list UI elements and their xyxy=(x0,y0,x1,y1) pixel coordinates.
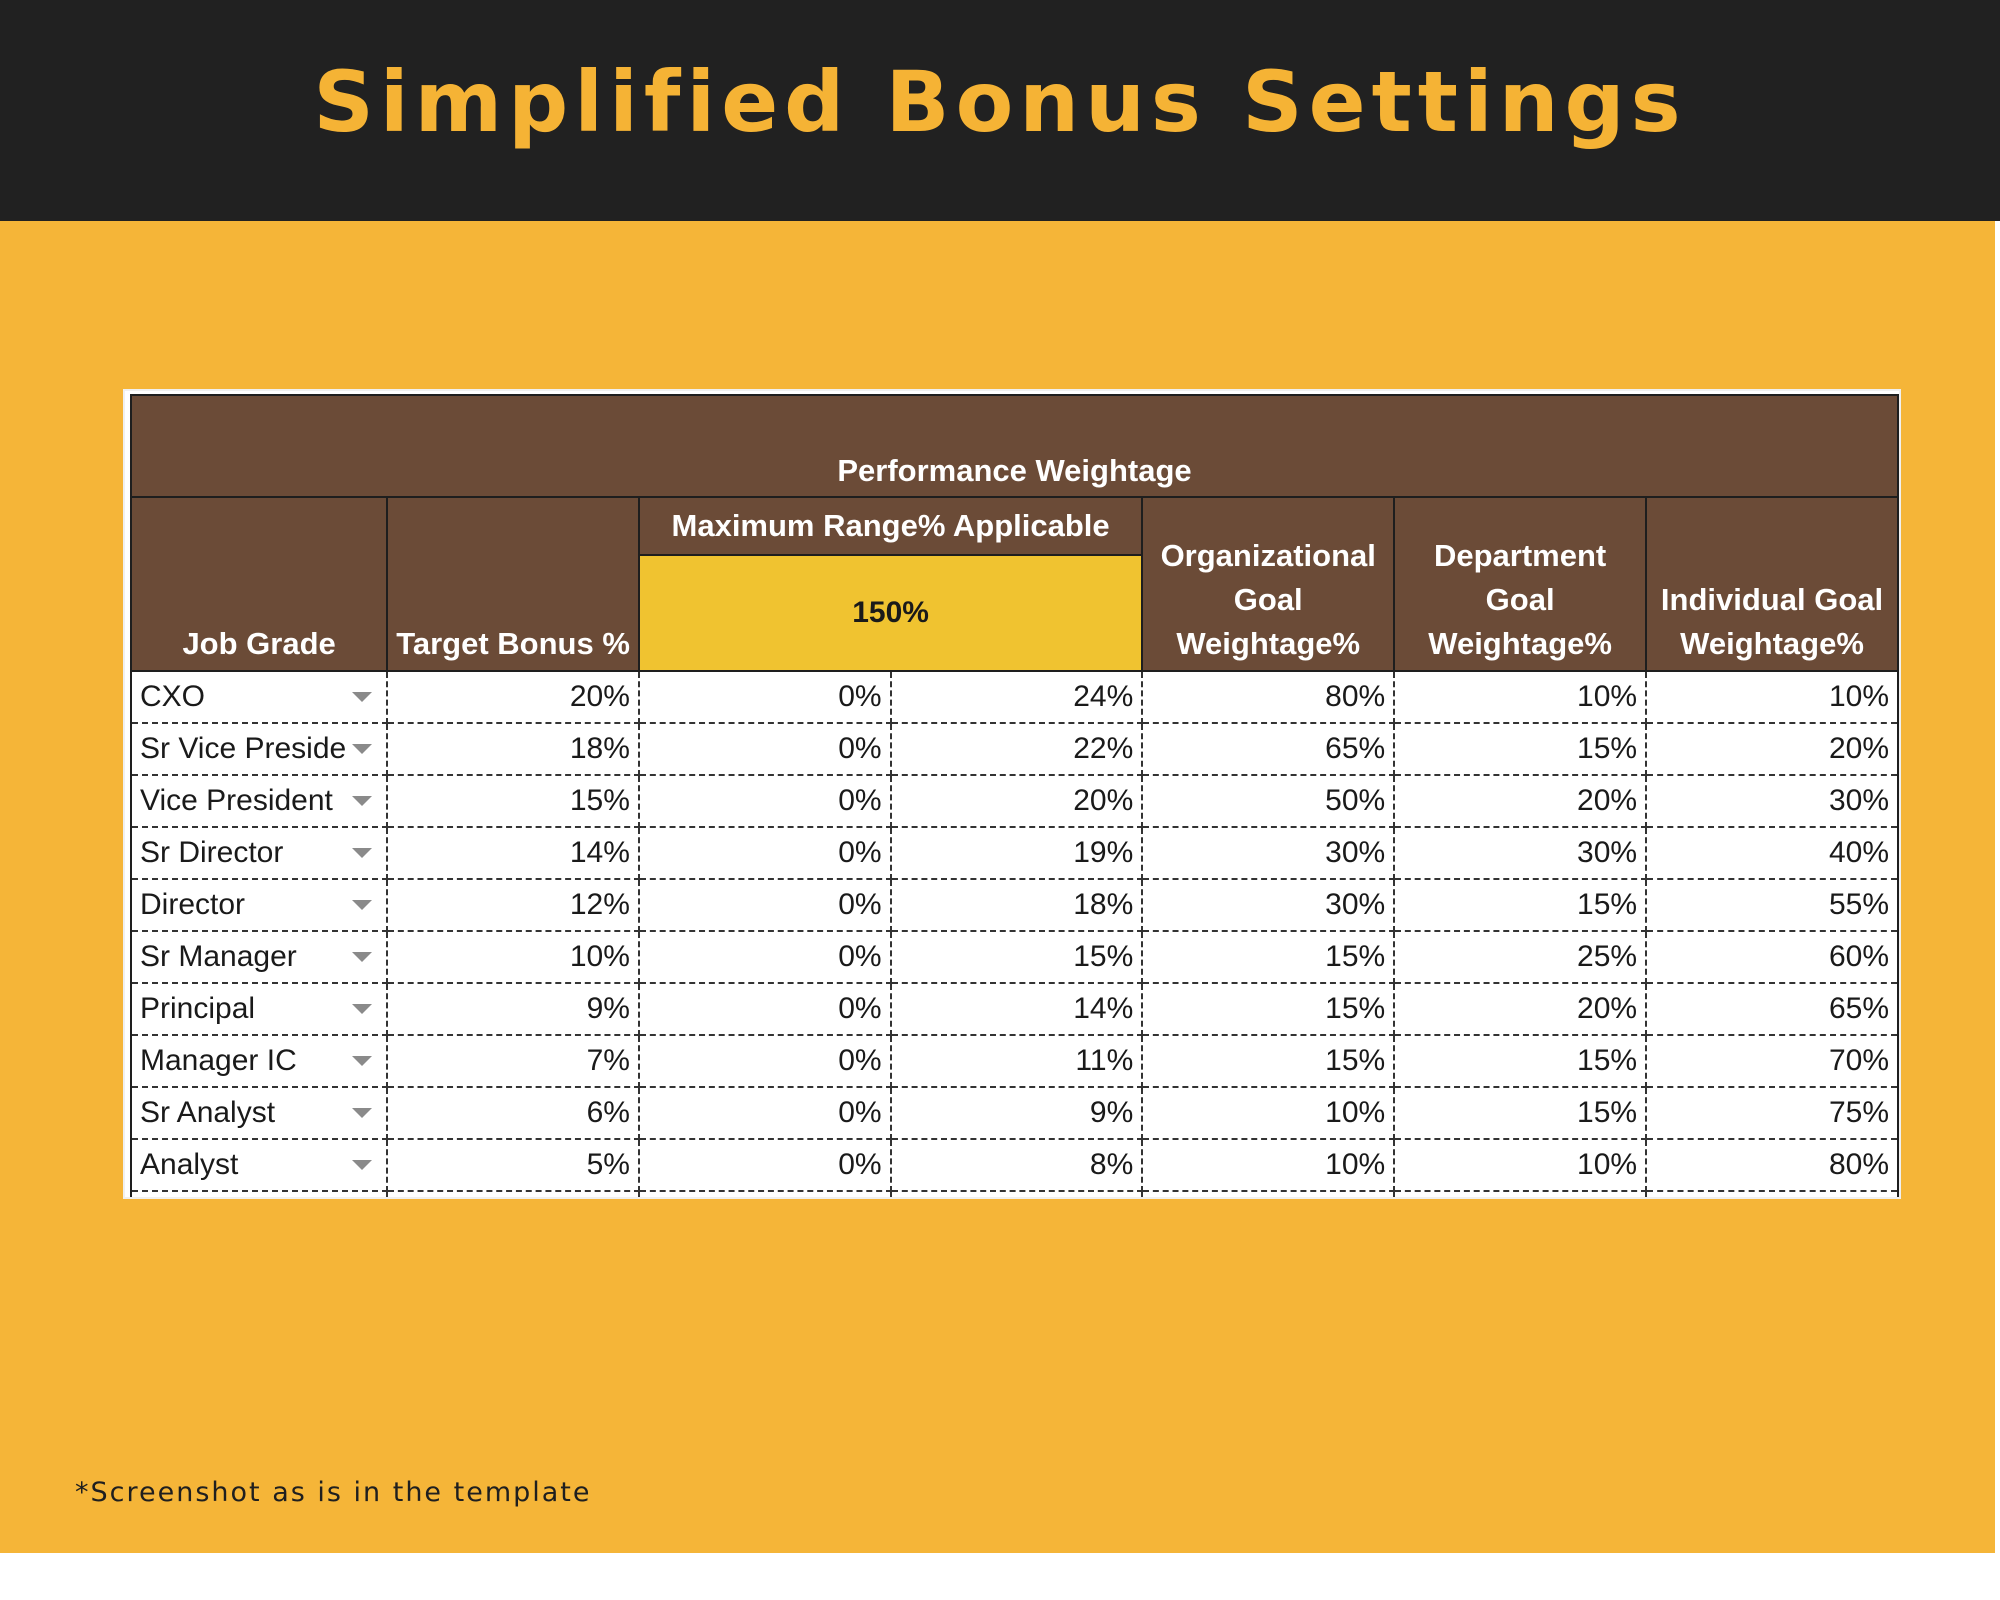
job-grade-dropdown[interactable] xyxy=(131,723,387,775)
table-row xyxy=(131,879,1898,931)
target-bonus-cell[interactable]: 7% xyxy=(387,1035,639,1087)
table-row xyxy=(131,931,1898,983)
job-grade-label: Sr Analyst xyxy=(140,1096,276,1129)
range-min-cell[interactable]: 0% xyxy=(639,879,891,931)
range-min-cell[interactable]: 0% xyxy=(639,671,891,723)
dept-goal-cell[interactable]: 30% xyxy=(1394,827,1646,879)
range-max-cell[interactable]: 11% xyxy=(891,1035,1143,1087)
job-grade-label: Sr Vice Preside xyxy=(140,732,347,765)
table-row xyxy=(131,723,1898,775)
job-grade-label: Director xyxy=(140,888,246,921)
header-dept-goal: Department Goal Weightage% xyxy=(1394,497,1646,671)
max-range-value-cell[interactable]: 150% xyxy=(639,555,1142,671)
range-max-cell[interactable]: 19% xyxy=(891,827,1143,879)
table-row xyxy=(131,671,1898,723)
bonus-settings-table xyxy=(130,394,1899,1199)
target-bonus-cell[interactable]: 12% xyxy=(387,879,639,931)
header-org-goal: Organizational Goal Weightage% xyxy=(1142,497,1394,671)
job-grade-dropdown[interactable] xyxy=(131,827,387,879)
table-row xyxy=(131,1139,1898,1191)
job-grade-label: Manager IC xyxy=(140,1044,297,1077)
org-goal-cell[interactable]: 30% xyxy=(1142,879,1394,931)
range-max-cell[interactable]: 20% xyxy=(891,775,1143,827)
dropdown-arrow-icon[interactable] xyxy=(352,796,372,806)
job-grade-label: Vice President xyxy=(140,784,333,817)
job-grade-label: Analyst xyxy=(140,1148,239,1181)
dropdown-arrow-icon[interactable] xyxy=(352,1056,372,1066)
job-grade-dropdown[interactable] xyxy=(131,879,387,931)
job-grade-dropdown[interactable] xyxy=(131,1139,387,1191)
range-max-cell[interactable]: 15% xyxy=(891,931,1143,983)
job-grade-label: CXO xyxy=(140,680,206,713)
job-grade-dropdown[interactable] xyxy=(131,1087,387,1139)
table-body xyxy=(131,671,1898,1199)
spreadsheet-screenshot xyxy=(123,389,1901,1199)
range-max-cell[interactable]: 8% xyxy=(891,1139,1143,1191)
indiv-goal-cell[interactable]: 65% xyxy=(1646,983,1898,1035)
dept-goal-cell[interactable]: 15% xyxy=(1394,879,1646,931)
table-row xyxy=(131,827,1898,879)
table-row xyxy=(131,983,1898,1035)
target-bonus-cell[interactable]: 14% xyxy=(387,827,639,879)
job-grade-label: Sr Director xyxy=(140,836,284,869)
empty-cell[interactable] xyxy=(1142,1191,1394,1199)
target-bonus-cell[interactable]: 5% xyxy=(387,1139,639,1191)
dropdown-arrow-icon[interactable] xyxy=(352,900,372,910)
range-min-cell[interactable]: 0% xyxy=(639,723,891,775)
target-bonus-cell[interactable]: 20% xyxy=(387,671,639,723)
header-max-range: Maximum Range% Applicable xyxy=(639,497,1142,555)
table-row xyxy=(131,775,1898,827)
page-title: Simplified Bonus Settings xyxy=(313,52,1687,151)
job-grade-dropdown[interactable] xyxy=(131,983,387,1035)
table-title: Performance Weightage xyxy=(131,395,1898,497)
dropdown-arrow-icon[interactable] xyxy=(352,744,372,754)
empty-cell[interactable] xyxy=(1394,1191,1646,1199)
org-goal-cell[interactable]: 10% xyxy=(1142,1087,1394,1139)
dept-goal-cell[interactable]: 15% xyxy=(1394,1087,1646,1139)
org-goal-cell[interactable]: 50% xyxy=(1142,775,1394,827)
empty-cell[interactable] xyxy=(891,1191,1143,1199)
empty-cell[interactable] xyxy=(639,1191,891,1199)
header-target-bonus: Target Bonus % xyxy=(387,497,639,671)
target-bonus-cell[interactable]: 15% xyxy=(387,775,639,827)
range-min-cell[interactable]: 0% xyxy=(639,983,891,1035)
dept-goal-cell[interactable]: 15% xyxy=(1394,723,1646,775)
range-min-cell[interactable]: 0% xyxy=(639,1087,891,1139)
job-grade-label: Sr Manager xyxy=(140,940,297,973)
indiv-goal-cell[interactable]: 60% xyxy=(1646,931,1898,983)
job-grade-dropdown[interactable] xyxy=(131,1035,387,1087)
range-max-cell[interactable]: 24% xyxy=(891,671,1143,723)
range-min-cell[interactable]: 0% xyxy=(639,1139,891,1191)
job-grade-dropdown[interactable] xyxy=(131,931,387,983)
indiv-goal-cell[interactable]: 10% xyxy=(1646,671,1898,723)
target-bonus-cell[interactable]: 10% xyxy=(387,931,639,983)
header-job-grade: Job Grade xyxy=(131,497,387,671)
range-min-cell[interactable]: 0% xyxy=(639,827,891,879)
dropdown-arrow-icon[interactable] xyxy=(352,692,372,702)
org-goal-cell[interactable]: 80% xyxy=(1142,671,1394,723)
empty-cell[interactable] xyxy=(1646,1191,1898,1199)
dropdown-arrow-icon[interactable] xyxy=(352,1004,372,1014)
range-max-cell[interactable]: 9% xyxy=(891,1087,1143,1139)
target-bonus-cell[interactable]: 9% xyxy=(387,983,639,1035)
indiv-goal-cell[interactable]: 80% xyxy=(1646,1139,1898,1191)
empty-cell[interactable] xyxy=(131,1191,387,1199)
dept-goal-cell[interactable]: 15% xyxy=(1394,1035,1646,1087)
dept-goal-cell[interactable]: 20% xyxy=(1394,983,1646,1035)
indiv-goal-cell[interactable]: 20% xyxy=(1646,723,1898,775)
org-goal-cell[interactable]: 30% xyxy=(1142,827,1394,879)
dropdown-arrow-icon[interactable] xyxy=(352,952,372,962)
indiv-goal-cell[interactable]: 40% xyxy=(1646,827,1898,879)
dept-goal-cell[interactable]: 10% xyxy=(1394,671,1646,723)
range-max-cell[interactable]: 18% xyxy=(891,879,1143,931)
job-grade-label: Principal xyxy=(140,992,256,1025)
dept-goal-cell[interactable]: 10% xyxy=(1394,1139,1646,1191)
table-row xyxy=(131,1087,1898,1139)
org-goal-cell[interactable]: 15% xyxy=(1142,1035,1394,1087)
footnote: *Screenshot as is in the template xyxy=(75,1477,592,1508)
table-row xyxy=(131,1035,1898,1087)
dropdown-arrow-icon[interactable] xyxy=(352,848,372,858)
job-grade-dropdown[interactable] xyxy=(131,671,387,723)
range-min-cell[interactable]: 0% xyxy=(639,931,891,983)
dropdown-arrow-icon[interactable] xyxy=(352,1108,372,1118)
partial-next-row xyxy=(131,1191,1898,1199)
dept-goal-cell[interactable]: 25% xyxy=(1394,931,1646,983)
indiv-goal-cell[interactable]: 70% xyxy=(1646,1035,1898,1087)
org-goal-cell[interactable]: 65% xyxy=(1142,723,1394,775)
dropdown-arrow-icon[interactable] xyxy=(352,1160,372,1170)
job-grade-dropdown[interactable] xyxy=(131,775,387,827)
range-min-cell[interactable]: 0% xyxy=(639,775,891,827)
range-max-cell[interactable]: 22% xyxy=(891,723,1143,775)
org-goal-cell[interactable]: 10% xyxy=(1142,1139,1394,1191)
indiv-goal-cell[interactable]: 30% xyxy=(1646,775,1898,827)
indiv-goal-cell[interactable]: 55% xyxy=(1646,879,1898,931)
page-header xyxy=(0,0,2000,221)
empty-cell[interactable] xyxy=(387,1191,639,1199)
target-bonus-cell[interactable]: 6% xyxy=(387,1087,639,1139)
org-goal-cell[interactable]: 15% xyxy=(1142,983,1394,1035)
target-bonus-cell[interactable]: 18% xyxy=(387,723,639,775)
indiv-goal-cell[interactable]: 75% xyxy=(1646,1087,1898,1139)
range-min-cell[interactable]: 0% xyxy=(639,1035,891,1087)
header-indiv-goal: Individual Goal Weightage% xyxy=(1646,497,1898,671)
dept-goal-cell[interactable]: 20% xyxy=(1394,775,1646,827)
org-goal-cell[interactable]: 15% xyxy=(1142,931,1394,983)
range-max-cell[interactable]: 14% xyxy=(891,983,1143,1035)
